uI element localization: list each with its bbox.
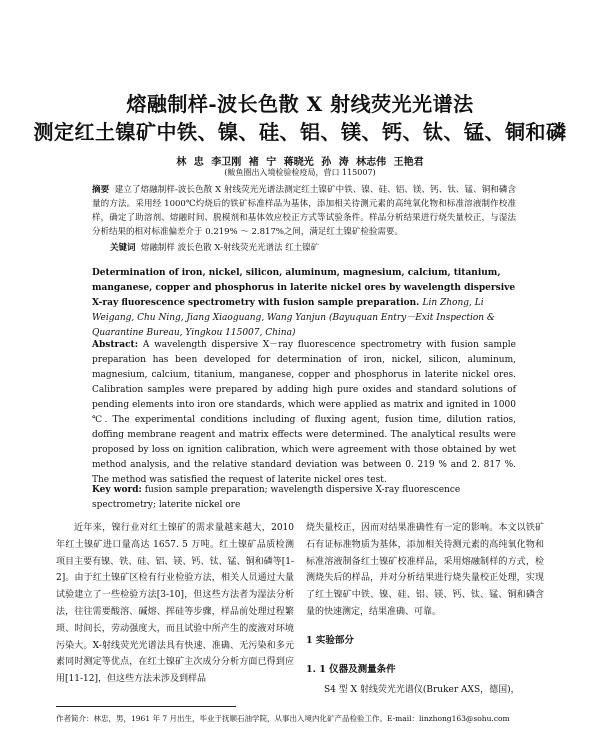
keywords-cn [110, 241, 510, 253]
abstract-cn-label: 摘要 [92, 185, 110, 195]
english-authors: Lin Zhong, Li Weigang, Chu Ning, Jiang Xiaoguang, Wang Yanjun (Bayuquan Entry－Exit Inspection & Quarantine Bureau, Yingkou 115007, China) [92, 298, 495, 338]
authors-cn: 林 忠 李卫刚 褚 宁 蒋晓光 孙 涛 林志伟 王艳君 [176, 157, 424, 168]
keywords-en-text: fusion sample preparation; wavelength dispersive X-ray fluorescence spectrometry; laterite nickel ore [92, 485, 461, 510]
instrument-paragraph: S4 型 X 射线荧光光谱仪(Bruker AXS，德国)， [324, 685, 520, 695]
english-title-block [92, 266, 516, 341]
author-footnote: 作者简介：林忠，男，1961 年 7 月出生，毕业于抚顺石油学院，从事出入境内化矿产品检验工作。E-mail：linzhong163@sohu.com [56, 714, 510, 723]
body-right-column [306, 520, 544, 621]
keywords-en [92, 483, 516, 513]
intro-paragraph-right: 烧失量校正，因而对结果准确性有一定的影响。本文以铁矿石有证标准物质为基体，添加相关待测元素的高纯氧化物和标准溶液制备红土镍矿校准样品，采用熔融制样的方式，检测烧失后的样品，并对分析结果进行烧失量校正处理，实现了红土镍矿中铁、镍、硅、铝、镁、钙、钛、锰、铜和磷含量的快速测定，结果准确、可靠。 [306, 523, 544, 617]
keywords-en-label: Key word: [92, 485, 142, 495]
abstract-cn [92, 183, 516, 239]
english-title: Determination of iron, nickel, silicon, aluminum, magnesium, calcium, titanium, manganese, copper and phosphorus in laterite nickel ores by wavelength dispersive X-ray fluorescence spectrometry with fusion sample preparation. [92, 268, 516, 308]
abstract-cn-text: 建立了熔融制样-波长色散 X 射线荧光光谱法测定红土镍矿中铁、镍、硅、铝、镁、钙、钛、锰、铜和磷含量的方法。采用经 1000℃灼烧后的铁矿标准样品为基体，添加相关待测元素的高纯氧化物和标准溶液制作校准样，确定了助溶剂、熔融时间、脱模剂和基体效应校正方式等试验条件。样品分析结果进行烧失量校正，与湿法分析结果的相对标准偏差介于 0.219% ～ 2.817%之间，满足红土镍矿检验需要。 [92, 185, 516, 237]
abstract-en-label: Abstract: [92, 340, 139, 350]
paper-title-line2: 测定红土镍矿中铁、镍、硅、铝、镁、钙、钛、锰、铜和磷 [33, 120, 567, 144]
keywords-cn-text: 熔融制样 波长色散 X-射线荧光光谱法 红土镍矿 [140, 243, 320, 253]
abstract-en [92, 338, 516, 488]
footnote-divider [56, 706, 236, 707]
section-heading-experimental: 1 实验部分 [306, 635, 354, 646]
paper-title-line1: 熔融制样-波长色散 X 射线荧光光谱法 [126, 92, 474, 116]
abstract-en-text: A wavelength dispersive X－ray fluorescence spectrometry with fusion sample preparation has been developed for determination of iron, nickel, silicon, aluminum, magnesium, calcium, titanium, manganese, copper and phosphorus in laterite nickel ores. Calibration samples were prepared by adding high pure oxides and standard solutions of pending elements into iron ore standards, which were applied as matrix and ignited in 1000 ℃. The experimental conditions including of fluxing agent, fusion time, dilution ratios, doffing membrane reagent and matrix effects were determined. The analytical results were proposed by loss on ignition calibration, which were agreement with those obtained by wet method analysis, and the relative standard deviation was between 0. 219 % and 2. 817 %. The method was satisfied the request of laterite nickel ores test. [92, 340, 516, 485]
body-left-column [56, 520, 294, 688]
keywords-cn-label: 关键词 [110, 243, 136, 253]
affiliation-cn: (鲅鱼圈出入境检验检疫局，营口 115007) [224, 168, 376, 177]
intro-paragraph-left: 近年来，镍行业对红土镍矿的需求量越来越大，2010 年红土镍矿进口量高达 1657. 5 万吨。红土镍矿品质检测项目主要有镍、铁、硅、铝、镁、钙、钛、锰、铜和磷等[1-2]。由于红土镍矿区检有行业检验方法，相关人员通过大量试验建立了一些检验方法[3-10]，但这些方法者为湿法分析法，往往需要酸溶、碱熔、挥硅等步骤，样品前处理过程繁琐、时间长，劳动强度大，而且试验中所产生的废液对环境污染大。X-射线荧光光谱法具有快速、准确、无污染和多元素同时测定等优点，在红土镍矿主次成分分析方面已得到应用[11-12]，但这些方法未涉及到样品 [56, 523, 294, 685]
subsection-heading-instruments: 1. 1 仪器及测量条件 [306, 664, 396, 675]
